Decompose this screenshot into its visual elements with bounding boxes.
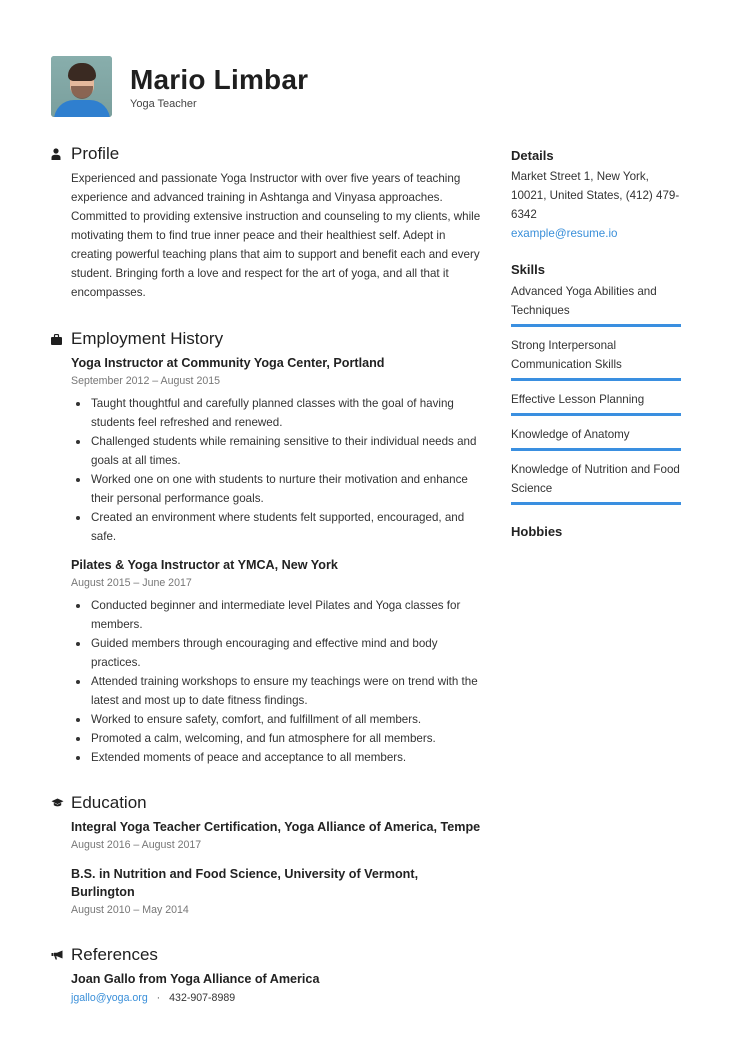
hobbies-section — [511, 523, 681, 541]
section-title: Employment History — [71, 329, 224, 348]
skill-item: Knowledge of Anatomy — [511, 425, 681, 451]
main-column — [51, 143, 481, 1006]
job-bullet: Worked to ensure safety, comfort, and fulfillment of all members. — [71, 710, 481, 729]
job-bullets — [71, 596, 481, 767]
profile-section — [51, 143, 481, 302]
education-title: B.S. in Nutrition and Food Science, University of Vermont, Burlington — [71, 867, 419, 899]
sidebar-column — [511, 147, 681, 541]
education-entry — [71, 865, 481, 918]
education-dates: August 2016 – August 2017 — [71, 839, 202, 851]
reference-name: Joan Gallo from Yoga Alliance of America — [71, 972, 320, 986]
education-dates: August 2010 – May 2014 — [71, 904, 189, 916]
job-bullet: Created an environment where students felt supported, encouraged, and safe. — [71, 508, 481, 546]
profile-photo — [51, 56, 112, 117]
skills-section — [511, 261, 681, 505]
job-bullet: Guided members through encouraging and effective mind and body practices. — [71, 634, 481, 672]
references-section — [51, 944, 481, 1006]
job-entry — [71, 354, 481, 546]
reference-contact — [71, 990, 481, 1006]
education-title: Integral Yoga Teacher Certification, Yoga Alliance of America, Tempe — [71, 820, 481, 834]
reference-phone: 432-907-8989 — [169, 992, 236, 1004]
job-bullet: Attended training workshops to ensure my teachings were on trend with the latest and most up to date fitness findings. — [71, 672, 481, 710]
details-email-link[interactable]: example@resume.io — [511, 227, 618, 240]
job-bullet: Promoted a calm, welcoming, and fun atmosphere for all members. — [71, 729, 481, 748]
job-bullet: Taught thoughtful and carefully planned classes with the goal of having students feel refreshed and renewed. — [71, 394, 481, 432]
job-bullet: Challenged students while remaining sensitive to their individual needs and goals at all times. — [71, 432, 481, 470]
skill-item: Strong Interpersonal Communication Skills — [511, 336, 681, 381]
job-dates: August 2015 – June 2017 — [71, 577, 192, 589]
job-title: Yoga Instructor at Community Yoga Center, Portland — [71, 356, 385, 370]
details-section — [511, 147, 681, 243]
graduation-cap-icon — [51, 798, 71, 808]
job-bullets — [71, 394, 481, 546]
job-bullet: Extended moments of peace and acceptance to all members. — [71, 748, 481, 767]
job-title: Pilates & Yoga Instructor at YMCA, New York — [71, 558, 338, 572]
details-address: Market Street 1, New York, 10021, United States, (412) 479-6342 — [511, 170, 680, 221]
briefcase-icon — [51, 334, 71, 345]
details-heading: Details — [511, 148, 554, 163]
candidate-name: Mario Limbar — [130, 64, 309, 95]
skill-item: Advanced Yoga Abilities and Techniques — [511, 282, 681, 327]
employment-section — [51, 328, 481, 767]
skill-item: Effective Lesson Planning — [511, 390, 681, 416]
skill-item: Knowledge of Nutrition and Food Science — [511, 460, 681, 505]
section-title: Profile — [71, 144, 120, 163]
education-section — [51, 792, 481, 918]
resume-header — [51, 56, 308, 117]
job-bullet: Worked one on one with students to nurture their motivation and enhance their personal performance goals. — [71, 470, 481, 508]
hobbies-heading: Hobbies — [511, 524, 563, 539]
profile-summary: Experienced and passionate Yoga Instructor with over five years of teaching experience and advanced training in Ashtanga and Vinyasa approaches. Committed to providing extensive instruction and counseling to my clients, while motivating them to find true inner peace and their healthiest self. Adept in creating powerful teaching plans that aim to support and benefit each and every student. Bringing forth a love and respect for the art of yoga, and all that it encompasses. — [71, 172, 481, 299]
reference-email-link[interactable]: jgallo@yoga.org — [71, 992, 148, 1004]
person-icon — [51, 148, 71, 160]
job-dates: September 2012 – August 2015 — [71, 375, 221, 387]
education-entry — [71, 818, 481, 853]
job-entry — [71, 556, 481, 767]
section-title: References — [71, 945, 158, 964]
megaphone-icon — [51, 950, 71, 960]
separator-dot: · — [156, 992, 161, 1004]
job-bullet: Conducted beginner and intermediate level Pilates and Yoga classes for members. — [71, 596, 481, 634]
section-title: Education — [71, 793, 147, 812]
candidate-job-title: Yoga Teacher — [130, 98, 197, 110]
skills-heading: Skills — [511, 262, 545, 277]
